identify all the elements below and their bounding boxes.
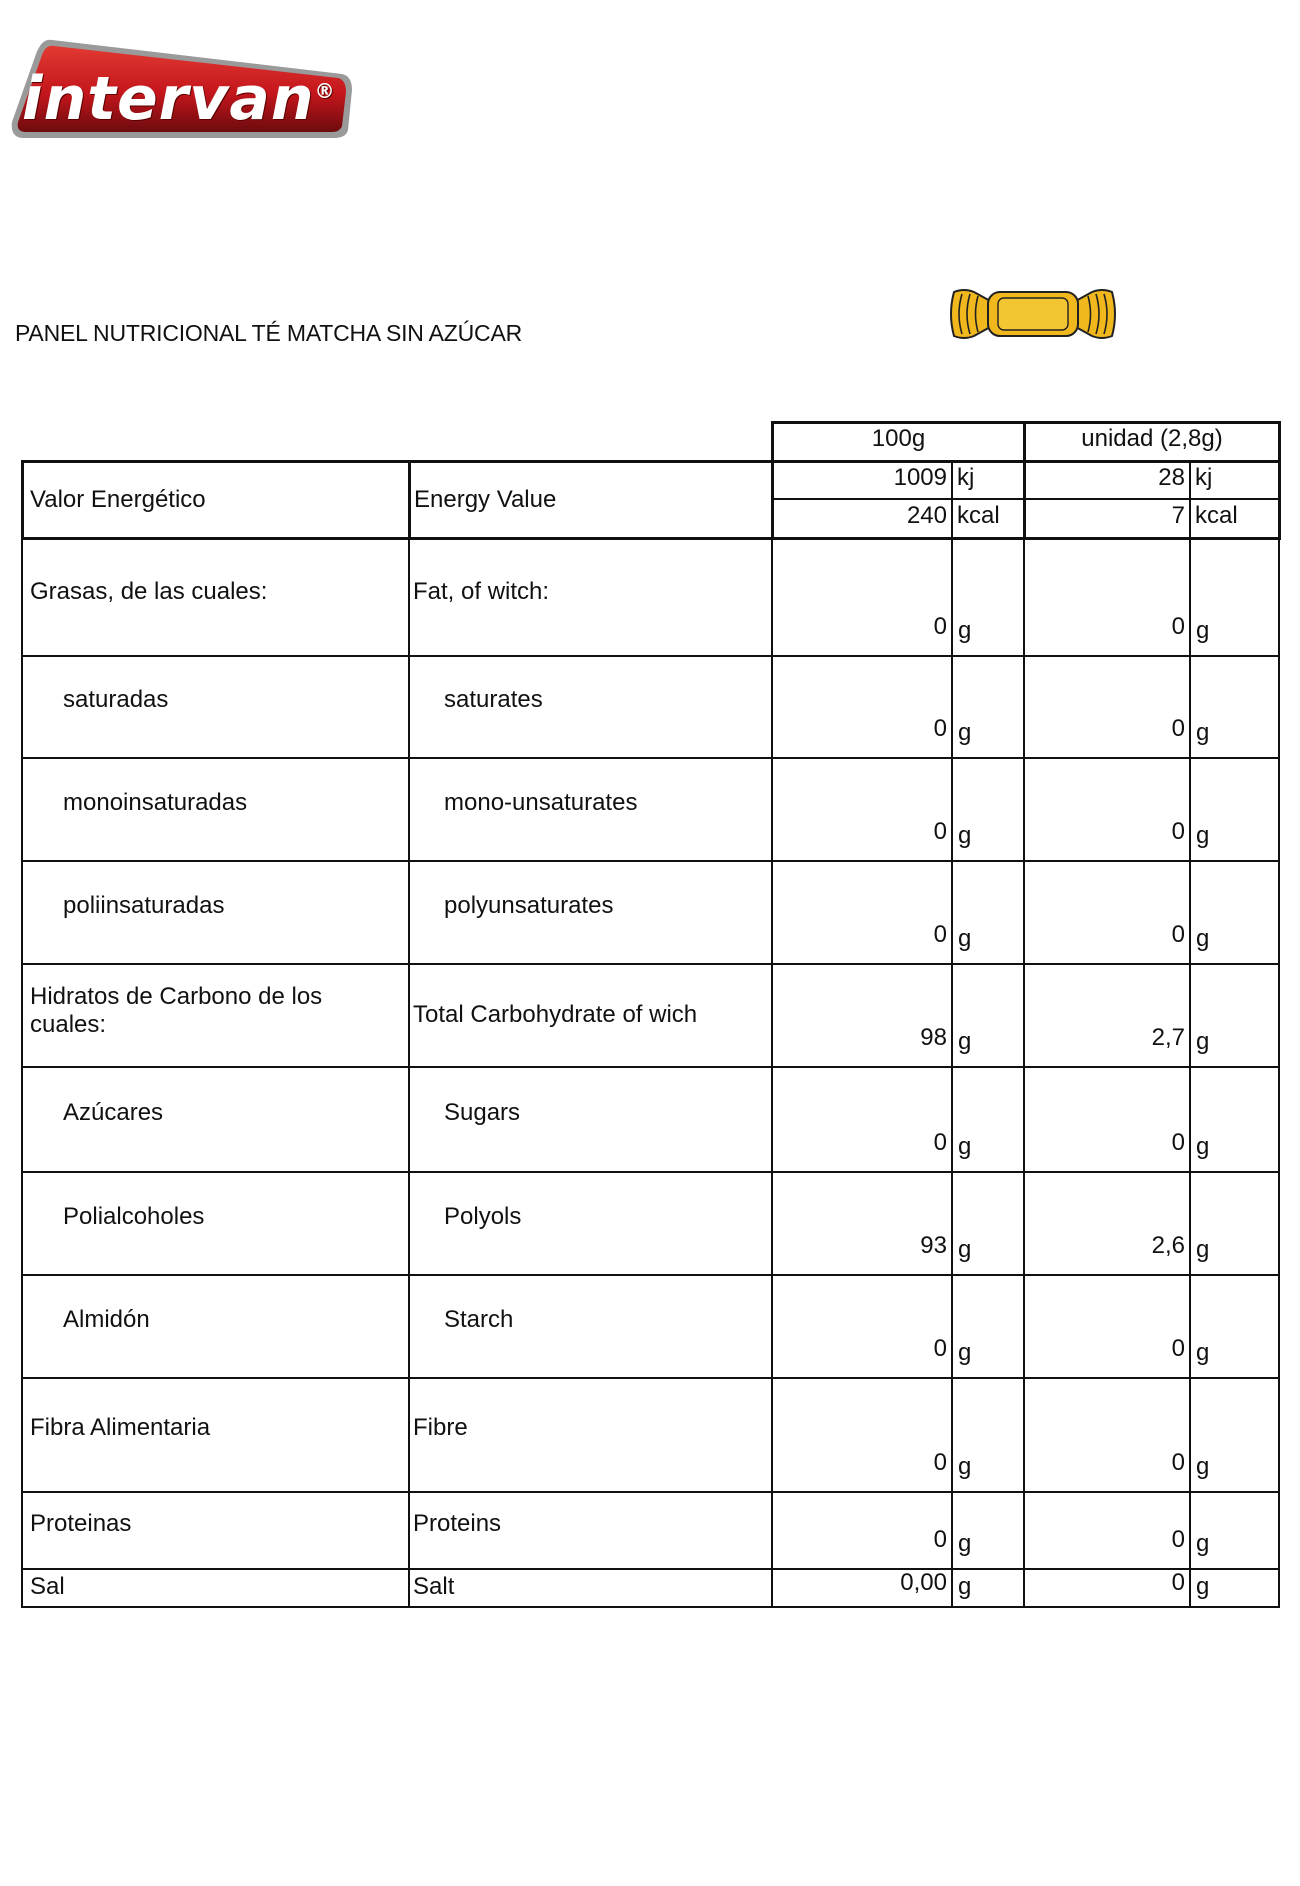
table-rule [1023, 1066, 1025, 1171]
row-value-100g: 0,00 [900, 1569, 947, 1596]
table-rule [1023, 540, 1025, 655]
logo-wordmark: intervan® [22, 64, 336, 134]
table-rule [951, 655, 953, 757]
table-rule [1023, 1377, 1025, 1491]
table-rule [1023, 1274, 1025, 1377]
energy-label-es: Valor Energético [30, 486, 206, 513]
table-rule [1189, 655, 1191, 757]
row-unit-portion: g [1196, 1530, 1210, 1557]
energy-kj-unit-100g: kj [957, 464, 975, 491]
row-label-es: Polialcoholes [63, 1202, 205, 1230]
table-rule [408, 540, 410, 655]
table-rule [408, 963, 410, 1066]
table-rule [951, 1568, 953, 1606]
table-rule [1023, 655, 1025, 757]
row-unit-100g: g [958, 1133, 972, 1160]
row-value-100g: 0 [933, 715, 947, 742]
row-unit-portion: g [1196, 1236, 1210, 1263]
row-unit-portion: g [1196, 1573, 1210, 1600]
table-rule [1023, 757, 1025, 860]
table-rule [771, 655, 773, 757]
energy-kj-unit-portion: kj [1195, 464, 1213, 491]
row-unit-portion: g [1196, 1339, 1210, 1366]
table-rule [1189, 860, 1191, 963]
row-label-en: Polyols [444, 1202, 522, 1230]
table-rule [408, 1066, 410, 1171]
table-rule [1189, 1066, 1191, 1171]
energy-kj-100g: 1009 [893, 464, 947, 491]
table-rule [951, 1491, 953, 1568]
row-unit-100g: g [958, 1339, 972, 1366]
row-value-portion: 0 [1171, 921, 1185, 948]
table-rule [21, 963, 1280, 965]
header-100g: 100g [871, 425, 926, 452]
row-label-en: mono-unsaturates [444, 788, 638, 816]
row-label-en: Total Carbohydrate of wich [413, 1000, 698, 1028]
table-rule [1023, 860, 1025, 963]
table-rule [951, 860, 953, 963]
table-rule [1189, 757, 1191, 860]
table-rule [771, 757, 773, 860]
row-unit-portion: g [1196, 822, 1210, 849]
energy-kcal-100g: 240 [906, 502, 947, 529]
table-rule [1023, 1568, 1025, 1606]
row-label-es: Sal [30, 1573, 65, 1600]
table-rule [21, 860, 1280, 862]
table-rule [1278, 655, 1280, 757]
table-rule [1189, 963, 1191, 1066]
row-unit-portion: g [1196, 1028, 1210, 1055]
row-label-en: Fat, of witch: [413, 577, 550, 605]
row-label-en: Proteins [413, 1509, 502, 1537]
row-value-portion: 0 [1171, 1335, 1185, 1362]
row-value-portion: 0 [1171, 1526, 1185, 1553]
row-unit-100g: g [958, 617, 972, 644]
table-rule [21, 860, 23, 963]
table-rule [1278, 1377, 1280, 1491]
row-value-100g: 98 [920, 1024, 947, 1051]
row-value-100g: 93 [920, 1232, 947, 1259]
row-unit-100g: g [958, 925, 972, 952]
table-rule [21, 1274, 23, 1377]
table-rule [408, 655, 410, 757]
table-rule [21, 1491, 23, 1568]
row-label-es: Azúcares [63, 1098, 164, 1126]
row-label-es: saturadas [63, 686, 169, 713]
table-rule [408, 1377, 410, 1491]
row-label-es: Grasas, de las cuales: [30, 577, 268, 605]
table-rule [1278, 540, 1280, 655]
table-rule [21, 655, 23, 757]
row-value-portion: 0 [1171, 1129, 1185, 1156]
table-rule [771, 1491, 773, 1568]
row-value-portion: 0 [1171, 1449, 1185, 1476]
header-unit: unidad (2,8g) [1081, 425, 1223, 452]
row-value-100g: 0 [933, 1526, 947, 1553]
table-rule [1278, 860, 1280, 963]
table-rule [771, 860, 773, 963]
row-value-portion: 0 [1171, 613, 1185, 640]
table-rule [408, 1171, 410, 1274]
table-rule [771, 1377, 773, 1491]
table-rule [21, 1377, 23, 1491]
row-label-es: Proteinas [30, 1509, 132, 1537]
energy-kcal-portion: 7 [1171, 502, 1185, 529]
table-rule [771, 540, 773, 655]
row-value-100g: 0 [933, 1129, 947, 1156]
table-rule [21, 1568, 23, 1606]
table-rule [951, 1171, 953, 1274]
table-rule [771, 963, 773, 1066]
row-label-es: Almidón [63, 1305, 150, 1333]
table-rule [21, 1274, 1280, 1276]
table-rule [21, 1171, 1280, 1173]
row-label-es: poliinsaturadas [63, 891, 225, 919]
table-rule [21, 1171, 23, 1274]
energy-label-en: Energy Value [414, 486, 557, 513]
table-rule [21, 540, 23, 655]
table-rule [951, 1066, 953, 1171]
row-label-en: Salt [413, 1573, 455, 1600]
table-rule [951, 1274, 953, 1377]
table-rule [1189, 1377, 1191, 1491]
table-rule [21, 757, 23, 860]
row-label-en: Fibre [413, 1414, 468, 1441]
row-unit-portion: g [1196, 719, 1210, 746]
row-value-100g: 0 [933, 818, 947, 845]
row-unit-portion: g [1196, 1453, 1210, 1480]
table-rule [1189, 540, 1191, 655]
row-unit-portion: g [1196, 1133, 1210, 1160]
table-rule [21, 1606, 1280, 1608]
table-rule [21, 963, 23, 1066]
energy-kcal-unit-100g: kcal [957, 502, 1000, 529]
row-value-portion: 0 [1171, 818, 1185, 845]
row-label-en: Starch [444, 1305, 514, 1333]
table-rule [21, 1377, 1280, 1379]
table-rule [951, 963, 953, 1066]
table-rule [951, 1377, 953, 1491]
table-rule [1278, 1066, 1280, 1171]
row-label-es: Hidratos de Carbono de los cuales: [30, 983, 323, 1038]
table-rule [408, 860, 410, 963]
table-rule [1278, 1171, 1280, 1274]
table-rule [408, 1568, 410, 1606]
table-rule [1189, 1491, 1191, 1568]
table-rule [1189, 1568, 1191, 1606]
row-label-en: saturates [444, 686, 543, 713]
row-label-en: Sugars [444, 1098, 521, 1126]
table-rule [1023, 963, 1025, 1066]
row-unit-100g: g [958, 1236, 972, 1263]
row-unit-portion: g [1196, 925, 1210, 952]
table-rule [951, 540, 953, 655]
table-rule [1023, 1171, 1025, 1274]
table-rule [1278, 1274, 1280, 1377]
energy-kj-portion: 28 [1158, 464, 1185, 491]
table-rule [21, 1066, 23, 1171]
row-value-100g: 0 [933, 1449, 947, 1476]
table-rule [1278, 1568, 1280, 1606]
row-value-100g: 0 [933, 613, 947, 640]
row-label-en: polyunsaturates [444, 891, 614, 919]
row-label-es: Fibra Alimentaria [30, 1414, 211, 1441]
row-unit-portion: g [1196, 617, 1210, 644]
energy-kcal-unit-portion: kcal [1195, 502, 1238, 529]
table-rule [1023, 1491, 1025, 1568]
row-label-es: monoinsaturadas [63, 788, 248, 816]
table-rule [1278, 757, 1280, 860]
row-value-100g: 0 [933, 1335, 947, 1362]
table-rule [1189, 1171, 1191, 1274]
row-unit-100g: g [958, 719, 972, 746]
table-rule [21, 655, 1280, 657]
table-rule [1278, 963, 1280, 1066]
row-value-portion: 2,6 [1151, 1232, 1185, 1259]
table-rule [408, 1274, 410, 1377]
table-rule [21, 1491, 1280, 1493]
table-rule [951, 757, 953, 860]
table-rule [21, 757, 1280, 759]
row-value-portion: 2,7 [1151, 1024, 1185, 1051]
row-unit-100g: g [958, 822, 972, 849]
table-rule [1189, 1274, 1191, 1377]
table-rule [408, 1491, 410, 1568]
table-rule [1278, 1491, 1280, 1568]
row-value-portion: 0 [1171, 715, 1185, 742]
row-unit-100g: g [958, 1028, 972, 1055]
row-unit-100g: g [958, 1453, 972, 1480]
table-rule [408, 757, 410, 860]
table-rule [771, 1274, 773, 1377]
row-unit-100g: g [958, 1573, 972, 1600]
page-title: PANEL NUTRICIONAL TÉ MATCHA SIN AZÚCAR [15, 320, 523, 346]
row-value-100g: 0 [933, 921, 947, 948]
table-rule [21, 1066, 1280, 1068]
table-rule [771, 1066, 773, 1171]
table-rule [771, 1568, 773, 1606]
row-unit-100g: g [958, 1530, 972, 1557]
table-rule [771, 1171, 773, 1274]
row-value-portion: 0 [1171, 1569, 1185, 1596]
